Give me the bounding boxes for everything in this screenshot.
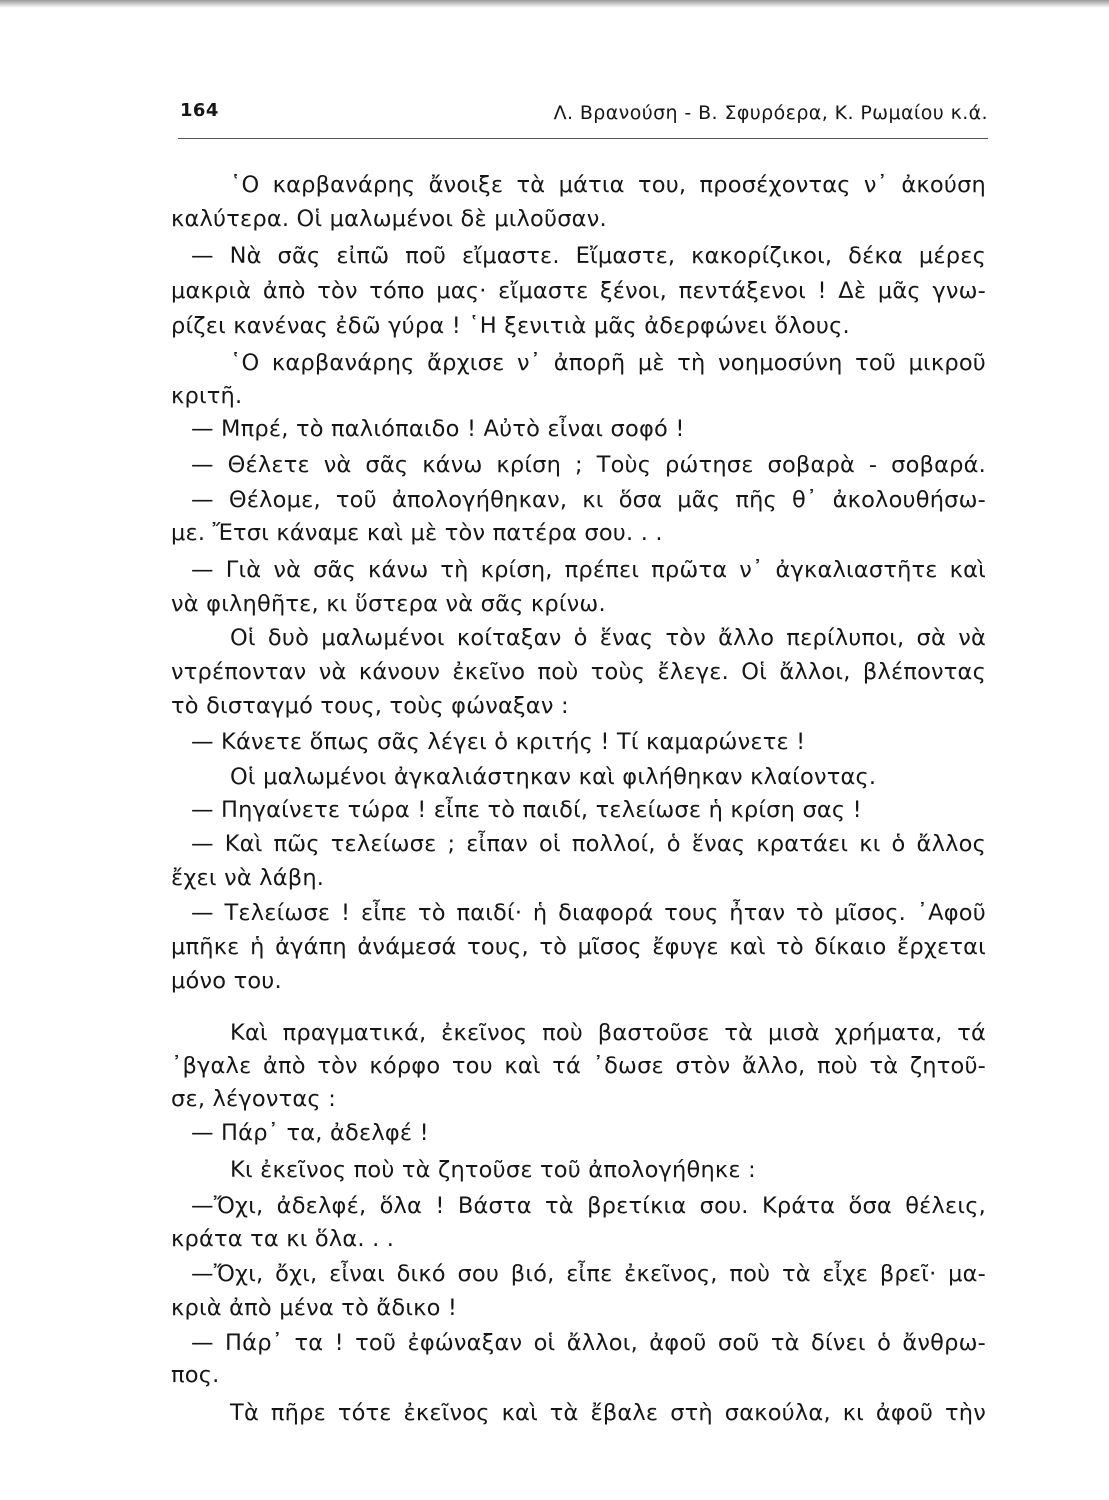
text-line: κριτῆ. [171, 383, 243, 409]
text-line: ῾Ο καρβανάρης ἄνοιξε τὰ μάτια του, προσέχοντας ν᾽ ἀκούση [230, 172, 986, 198]
text-line: — Τελείωσε ! εἶπε τὸ παιδί· ἡ διαφορά τους ἦταν τὸ μῖσος. ᾿Αφοῦ [191, 900, 986, 926]
text-line: Κι ἐκεῖνος ποὺ τὰ ζητοῦσε τοῦ ἀπολογήθηκε : [230, 1157, 756, 1183]
text-line: — Θέλετε νὰ σᾶς κάνω κρίση ; Τοὺς ρώτησε σοβαρὰ - σοβαρά. [191, 452, 986, 478]
text-line: Οἱ δυὸ μαλωμένοι κοίταξαν ὁ ἕνας τὸν ἄλλο περίλυποι, σὰ νὰ [230, 625, 986, 651]
text-line: — Γιὰ νὰ σᾶς κάνω τὴ κρίση, πρέπει πρῶτα ν᾽ ἀγκαλιαστῆτε καὶ [191, 557, 986, 583]
text-line: κριὰ ἀπὸ μένα τὸ ἄδικο ! [171, 1295, 458, 1321]
text-line: Οἱ μαλωμένοι ἀγκαλιάστηκαν καὶ φιλήθηκαν κλαίοντας. [230, 764, 877, 790]
text-line: μακριὰ ἀπὸ τὸν τόπο μας· εἴμαστε ξένοι, πεντάξενοι ! Δὲ μᾶς γνω- [171, 278, 986, 304]
text-line: πος. [171, 1362, 220, 1388]
text-line: καλύτερα. Οἱ μαλωμένοι δὲ μιλοῦσαν. [171, 206, 607, 232]
text-line: Καὶ πραγματικά, ἐκεῖνος ποὺ βαστοῦσε τὰ μισὰ χρήματα, τά [230, 1020, 986, 1046]
text-line: — Πηγαίνετε τώρα ! εἶπε τὸ παιδί, τελείωσε ἡ κρίση σας ! [191, 797, 862, 823]
text-line: — Καὶ πῶς τελείωσε ; εἶπαν οἱ πολλοί, ὁ ἕνας κρατάει κι ὁ ἄλλος [191, 831, 986, 857]
running-head: Λ. Βρανούση - Β. Σφυρόερα, Κ. Ρωμαίου κ.ά. [553, 102, 988, 124]
text-line: ῾Ο καρβανάρης ἄρχισε ν᾽ ἀπορῆ μὲ τὴ νοημοσύνη τοῦ μικροῦ [230, 350, 986, 376]
text-line: μπῆκε ἡ ἀγάπη ἀνάμεσά τους, τὸ μῖσος ἔφυγε καὶ τὸ δίκαιο ἔρχεται [171, 934, 986, 960]
text-line: — Πάρ᾽ τα, ἀδελφέ ! [191, 1120, 429, 1146]
text-line: κράτα τα κι ὅλα. . . [171, 1226, 395, 1252]
text-line: σε, λέγοντας : [171, 1086, 336, 1112]
text-line: με. Ἔτσι κάναμε καὶ μὲ τὸν πατέρα σου. . . [171, 520, 663, 546]
text-line: ντρέπονταν νὰ κάνουν ἐκεῖνο ποὺ τοὺς ἔλεγε. Οἱ ἄλλοι, βλέποντας [171, 659, 986, 685]
page-number: 164 [180, 100, 219, 121]
text-line: ᾿βγαλε ἀπὸ τὸν κόρφο του καὶ τά ᾿δωσε στὸν ἄλλο, ποὺ τὰ ζητοῦ- [171, 1053, 986, 1079]
text-line: νὰ φιληθῆτε, κι ὕστερα νὰ σᾶς κρίνω. [171, 591, 606, 617]
text-line: μόνο του. [171, 968, 282, 994]
text-line: —Ὄχι, ὄχι, εἶναι δικό σου βιό, εἶπε ἐκεῖνος, ποὺ τὰ εἶχε βρεῖ· μα- [191, 1261, 986, 1287]
text-line: ἔχει νὰ λάβη. [171, 865, 325, 891]
text-line: — Νὰ σᾶς εἰπῶ ποῦ εἴμαστε. Εἴμαστε, κακορίζικοι, δέκα μέρες [191, 243, 986, 269]
text-line: — Πάρ᾽ τα ! τοῦ ἐφώναξαν οἱ ἄλλοι, ἀφοῦ σοῦ τὰ δίνει ὁ ἄνθρω- [191, 1330, 986, 1356]
text-line: Τὰ πῆρε τότε ἐκεῖνος καὶ τὰ ἔβαλε στὴ σακούλα, κι ἀφοῦ τὴν [230, 1400, 986, 1426]
text-line: — Κάνετε ὅπως σᾶς λέγει ὁ κριτής ! Τί καμαρώνετε ! [191, 729, 806, 755]
text-line: ρίζει κανένας ἐδῶ γύρα ! ῾Η ξενιτιὰ μᾶς ἀδερφώνει ὅλους. [171, 313, 850, 339]
text-line: τὸ δισταγμό τους, τοὺς φώναξαν : [171, 693, 569, 719]
text-line: —Ὄχι, ἀδελφέ, ὅλα ! Βάστα τὰ βρετίκια σου. Κράτα ὅσα θέλεις, [191, 1193, 986, 1219]
text-line: — Θέλομε, τοῦ ἀπολογήθηκαν, κι ὅσα μᾶς πῆς θ᾽ ἀκολουθήσω- [191, 487, 986, 513]
text-line: — Μπρέ, τὸ παλιόπαιδο ! Αὐτὸ εἶναι σοφό ! [191, 416, 685, 442]
